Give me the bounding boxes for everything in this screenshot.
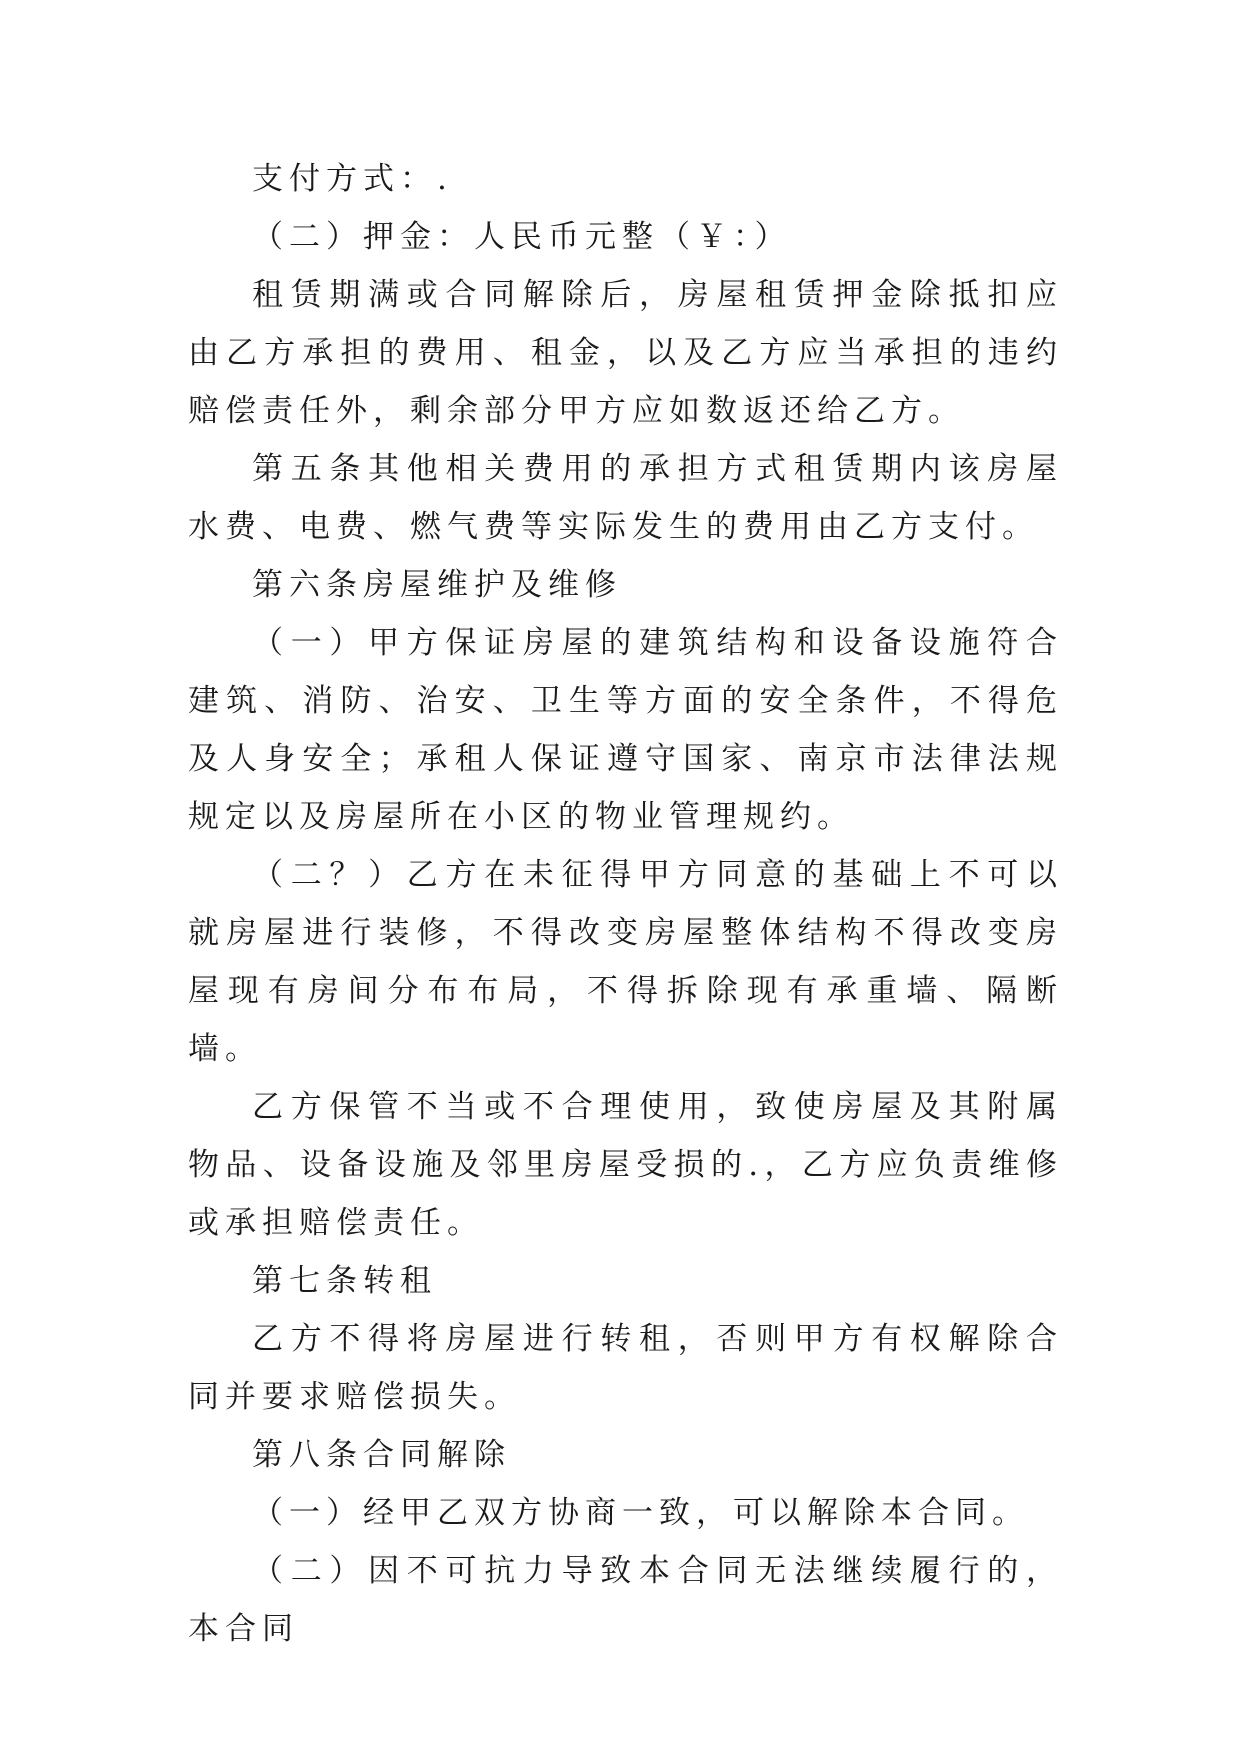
paragraph-deposit-return: 租赁期满或合同解除后，房屋租赁押金除抵扣应由乙方承担的费用、租金，以及乙方应当承担的违约赔偿责任外，剩余部分甲方应如数返还给乙方。 xyxy=(188,277,1063,429)
paragraph-article-8-item-1: （一）经甲乙双方协商一致，可以解除本合同。 xyxy=(252,1495,1029,1531)
paragraph-article-6-item-1: （一）甲方保证房屋的建筑结构和设备设施符合建筑、消防、治安、卫生等方面的安全条件，不得危及人身安全；承租人保证遵守国家、南京市法律法规规定以及房屋所在小区的物业管理规约。 xyxy=(188,625,1063,835)
paragraph-deposit: （二）押金：人民币元整（￥：） xyxy=(252,219,792,255)
paragraph-article-8-item-2: （二）因不可抗力导致本合同无法继续履行的，本合同 xyxy=(188,1553,1063,1647)
heading-article-7: 第七条转租 xyxy=(252,1263,437,1299)
paragraph-article-6-item-2: （二？）乙方在未征得甲方同意的基础上不可以就房屋进行装修，不得改变房屋整体结构不得改变房屋现有房间分布布局，不得拆除现有承重墙、隔断墙。 xyxy=(188,857,1063,1067)
paragraph-payment-method: 支付方式：. xyxy=(252,161,453,197)
heading-article-8: 第八条合同解除 xyxy=(252,1437,511,1473)
paragraph-damage-liability: 乙方保管不当或不合理使用，致使房屋及其附属物品、设备设施及邻里房屋受损的.，乙方应负责维修或承担赔偿责任。 xyxy=(188,1089,1063,1241)
paragraph-article-5: 第五条其他相关费用的承担方式租赁期内该房屋水费、电费、燃气费等实际发生的费用由乙方支付。 xyxy=(188,451,1063,545)
paragraph-sublease: 乙方不得将房屋进行转租，否则甲方有权解除合同并要求赔偿损失。 xyxy=(188,1321,1063,1415)
heading-article-6: 第六条房屋维护及维修 xyxy=(252,567,622,603)
document-body xyxy=(188,150,1063,1658)
